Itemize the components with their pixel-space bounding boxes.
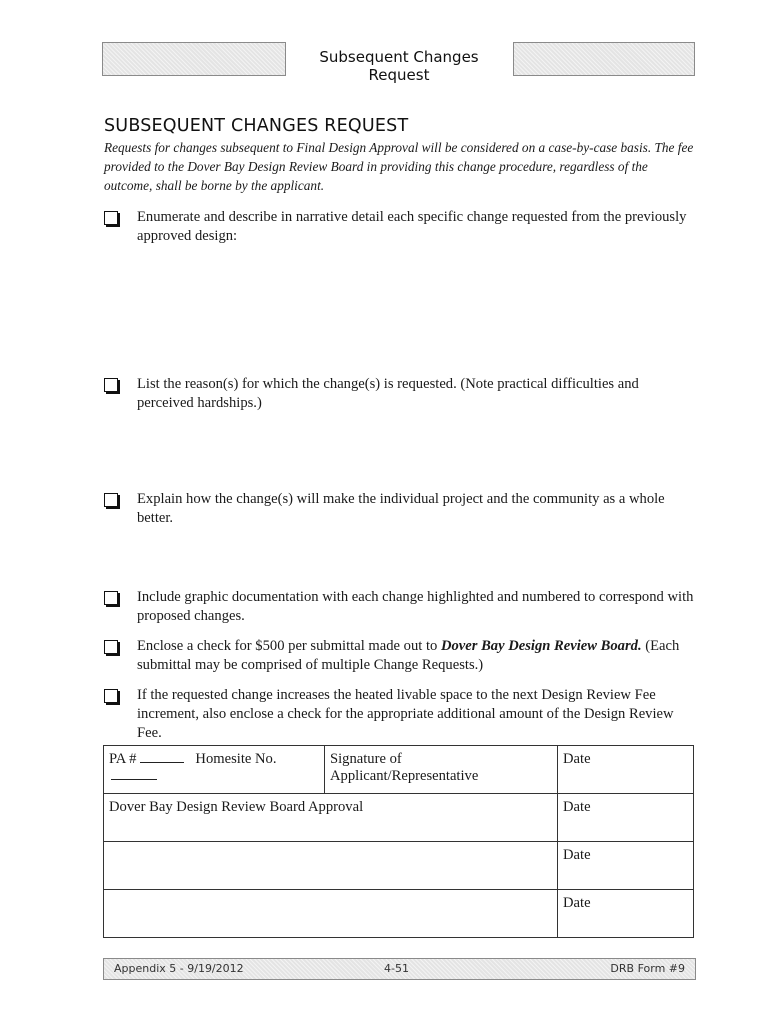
- approval-cell[interactable]: [104, 794, 558, 842]
- check-text-after: (Each submittal may be comprised of multiple Change Requests.): [137, 638, 680, 673]
- date-label: Date: [563, 895, 591, 911]
- checkbox-icon[interactable]: [104, 493, 118, 507]
- footer-form-number: DRB Form #9: [610, 962, 685, 975]
- header-title: Subsequent Changes Request: [319, 48, 479, 84]
- approval-label: Dover Bay Design Review Board Approval: [109, 799, 364, 815]
- checklist-item-enumerate: [104, 208, 696, 246]
- footer-page-number: 4-51: [384, 962, 409, 975]
- checklist-item-text: If the requested change increases the heated livable space to the next Design Review Fee increment, also enclose a check for the appropriate additional amount of the Design Review Fee.: [137, 687, 674, 741]
- footer-appendix: Appendix 5 - 9/19/2012: [114, 962, 244, 975]
- approval-signature-cell-2[interactable]: [104, 890, 558, 938]
- date-label: Date: [563, 751, 591, 767]
- checklist-item-fee: [104, 686, 696, 743]
- checklist-item-text: Explain how the change(s) will make the individual project and the community as a whole better.: [137, 491, 665, 526]
- checklist-item-reasons: [104, 375, 696, 413]
- checkbox-icon[interactable]: [104, 378, 118, 392]
- checkbox-icon[interactable]: [104, 591, 118, 605]
- date-cell-2[interactable]: [558, 794, 694, 842]
- checklist-item-text: Include graphic documentation with each change highlighted and numbered to correspond with proposed changes.: [137, 589, 694, 624]
- date-cell-3[interactable]: [558, 842, 694, 890]
- date-cell-1[interactable]: [558, 746, 694, 794]
- intro-paragraph: Requests for changes subsequent to Final Design Approval will be considered on a case-by-case basis. The fee provided to the Dover Bay Design Review Board in providing this change procedure, regardless of the outcome, shall be borne by the applicant.: [104, 140, 694, 193]
- date-label: Date: [563, 799, 591, 815]
- payee-name: Dover Bay Design Review Board.: [440, 638, 642, 654]
- homesite-blank[interactable]: [111, 779, 157, 780]
- header-right-band: [513, 42, 695, 76]
- date-label: Date: [563, 847, 591, 863]
- homesite-label: Homesite No.: [195, 751, 277, 767]
- page-title: SUBSEQUENT CHANGES REQUEST: [104, 116, 409, 136]
- checkbox-icon[interactable]: [104, 689, 118, 703]
- signature-table: [103, 745, 694, 938]
- pa-label: PA #: [109, 751, 137, 767]
- date-cell-4[interactable]: [558, 890, 694, 938]
- checklist-item-text: [137, 637, 696, 675]
- approval-signature-cell-1[interactable]: [104, 842, 558, 890]
- page-footer: [103, 958, 696, 980]
- check-text-before: Enclose a check for $500 per submittal made out to: [137, 638, 441, 654]
- signature-cell[interactable]: [325, 746, 558, 794]
- checklist-item-graphics: [104, 588, 696, 626]
- checklist-item-explain: [104, 490, 696, 528]
- checkbox-icon[interactable]: [104, 640, 118, 654]
- pa-homesite-cell[interactable]: [104, 746, 325, 794]
- checklist-item-text: Enumerate and describe in narrative detail each specific change requested from the previously approved design:: [137, 209, 687, 244]
- checklist-item-text: List the reason(s) for which the change(s) is requested. (Note practical difficulties and perceived hardships.): [137, 376, 639, 411]
- header-left-band: [102, 42, 286, 76]
- checkbox-icon[interactable]: [104, 211, 118, 225]
- signature-label: Signature of Applicant/Representative: [330, 751, 479, 784]
- checklist-item-check: [104, 637, 696, 675]
- pa-blank[interactable]: [140, 762, 184, 763]
